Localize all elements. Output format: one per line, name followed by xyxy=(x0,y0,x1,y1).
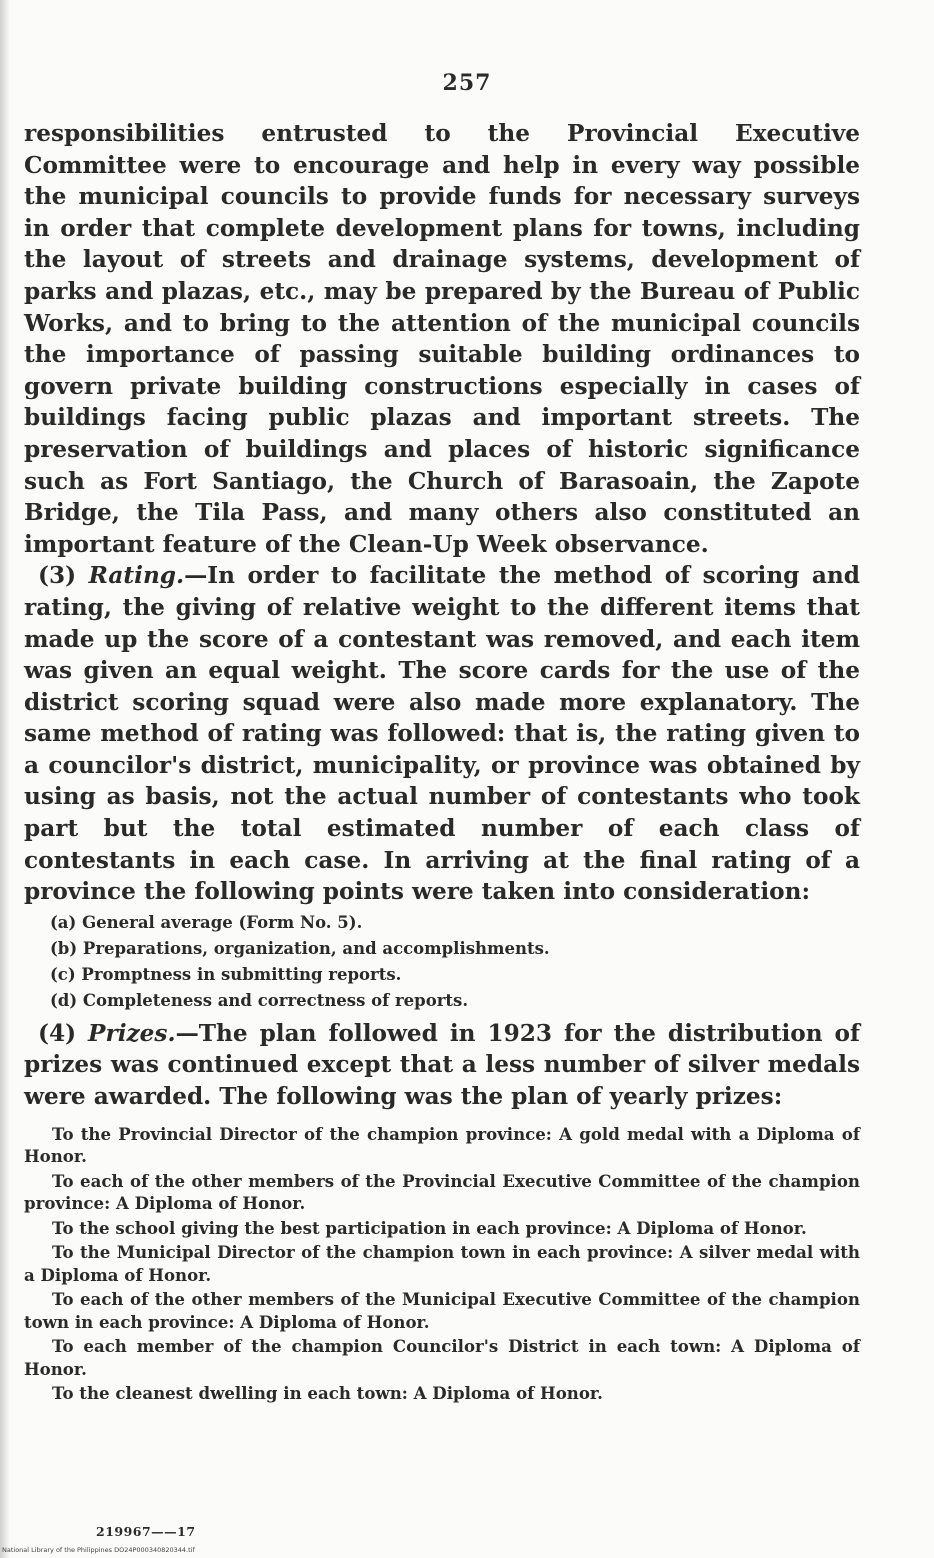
paragraph-rating xyxy=(24,560,860,908)
rating-point xyxy=(24,962,860,988)
prize-item: To the Provincial Director of the champion province: A gold medal with a Diploma of Honor. xyxy=(24,1123,860,1167)
prize-item: To the cleanest dwelling in each town: A Diploma of Honor. xyxy=(52,1383,603,1404)
rating-point-text: Completeness and correctness of reports. xyxy=(82,990,469,1010)
rating-text: —In order to facilitate the method of scoring and rating, the giving of relative weight to the different items that made up the score of a contestant was removed, and each item was given an equal weight. The score cards for the use of the district scoring squad were also made more explanatory. The same method of rating was followed: that is, the rating given to a councilor's district, municipality, or province was obtained by using as basis, not the actual number of contestants who took part but the total estimated number of each class of contestants in each case. In arriving at the final rating of a province the following points were taken into consideration: xyxy=(24,562,860,906)
rating-point-label: (d) xyxy=(50,990,78,1010)
printer-signature-mark: 219967——17 xyxy=(96,1524,196,1539)
page-number: 257 xyxy=(442,70,492,96)
paragraph-prizes xyxy=(24,1018,860,1113)
prizes-list xyxy=(24,1123,860,1405)
rating-heading: Rating. xyxy=(88,562,185,590)
prizes-number: (4) xyxy=(38,1019,77,1047)
rating-point-label: (c) xyxy=(50,964,76,984)
prize-item: To each of the other members of the Provincial Executive Committee of the champion province: A Diploma of Honor. xyxy=(24,1170,860,1214)
rating-point-label: (a) xyxy=(50,912,77,932)
paragraph-responsibilities: responsibilities entrusted to the Provincial Executive Committee were to encourage and help in every way possible the municipal councils to provide funds for necessary surveys in order that complete development plans for towns, including the layout of streets and drainage systems, development of parks and plazas, etc., may be prepared by the Bureau of Public Works, and to bring to the attention of the municipal councils the importance of passing suitable building ordinances to govern private building constructions especially in cases of buildings facing public plazas and important streets. The preservation of buildings and places of historic significance such as Fort Santiago, the Church of Barasoain, the Zapote Bridge, the Tila Pass, and many others also constituted an important feature of the Clean-Up Week observance. xyxy=(24,120,860,558)
prize-item: To each of the other members of the Municipal Executive Committee of the champion town in each province: A Diploma of Honor. xyxy=(24,1289,860,1332)
page-edge-shadow xyxy=(0,0,10,1558)
prize-item: To the Municipal Director of the champion town in each province: A silver medal with a Diploma of Honor. xyxy=(24,1242,860,1285)
rating-point-text: Preparations, organization, and accomplishments. xyxy=(82,938,550,958)
rating-number: (3) xyxy=(38,562,77,590)
rating-point-label: (b) xyxy=(50,938,78,958)
rating-point-text: Promptness in submitting reports. xyxy=(81,964,402,984)
rating-point xyxy=(24,988,860,1014)
prizes-text: —The plan followed in 1923 for the distribution of prizes was continued except that a less number of silver medals were awarded. The following was the plan of yearly prizes: xyxy=(24,1019,860,1111)
prize-item: To the school giving the best participation in each province: A Diploma of Honor. xyxy=(52,1217,807,1238)
body-text xyxy=(24,118,860,1407)
rating-point xyxy=(24,910,860,936)
rating-point-text: General average (Form No. 5). xyxy=(82,912,363,932)
footer-credit: National Library of the Philippines DO24P000340820344.tif xyxy=(2,1546,195,1554)
prizes-heading: Prizes. xyxy=(88,1019,176,1047)
prize-item: To each member of the champion Councilor's District in each town: A Diploma of Honor. xyxy=(24,1336,860,1379)
rating-point xyxy=(24,936,860,962)
rating-points-list xyxy=(24,910,860,1014)
